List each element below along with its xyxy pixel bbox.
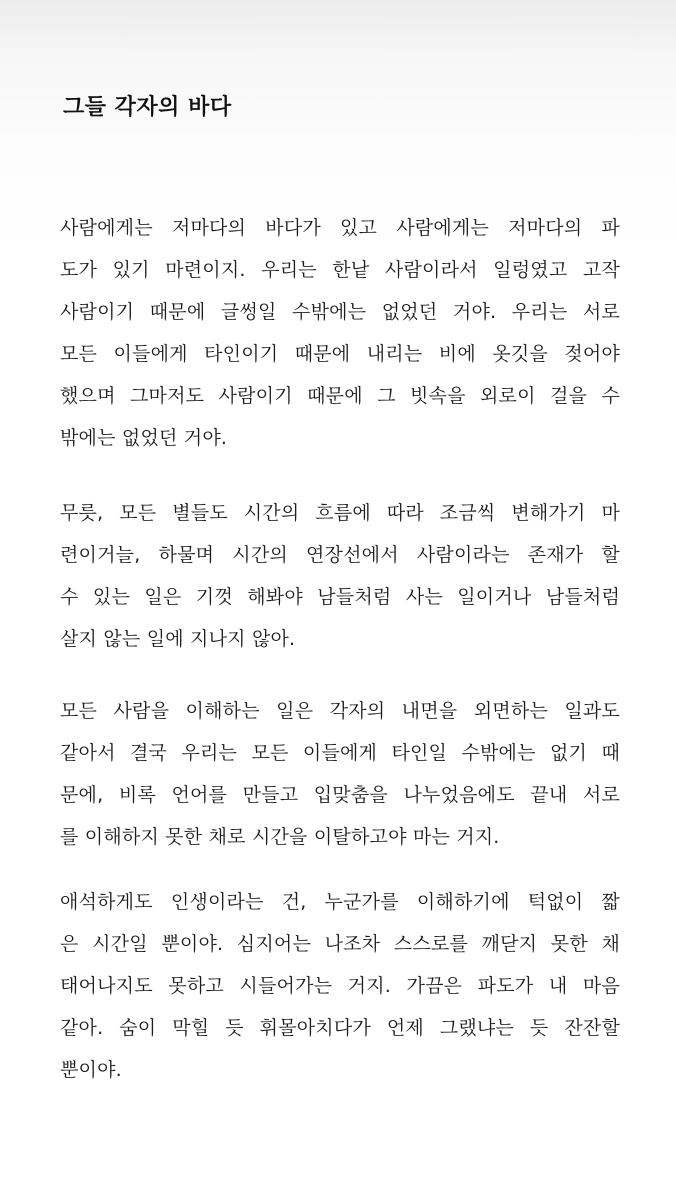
- paragraph-line: 같아서 결국 우리는 모든 이들에게 타인일 수밖에는 없기 때: [60, 742, 620, 764]
- paragraph-line: 모든 사람을 이해하는 일은 각자의 내면을 외면하는 일과도: [60, 700, 620, 722]
- paragraph-3: [60, 690, 620, 858]
- paragraph-line: 사람에게는 저마다의 바다가 있고 사람에게는 저마다의 파: [60, 217, 620, 239]
- paragraph-line: 도가 있기 마련이지. 우리는 한낱 사람이라서 일렁였고 고작: [60, 259, 620, 281]
- paragraph-2: [60, 492, 620, 660]
- paragraph-line: 련이거늘, 하물며 시간의 연장선에서 사람이라는 존재가 할: [60, 544, 620, 566]
- paragraph-line: 살지 않는 일에 지나지 않아.: [60, 628, 296, 650]
- paragraph-line: 문에, 비록 언어를 만들고 입맞춤을 나누었음에도 끝내 서로: [60, 784, 620, 806]
- paragraph-line: 애석하게도 인생이라는 건, 누군가를 이해하기에 턱없이 짧: [60, 891, 620, 913]
- paragraph-line: 무릇, 모든 별들도 시간의 흐름에 따라 조금씩 변해가기 마: [60, 502, 620, 524]
- paragraph-line: 모든 이들에게 타인이기 때문에 내리는 비에 옷깃을 젖어야: [60, 343, 620, 365]
- paragraph-line: 같아. 숨이 막힐 듯 휘몰아치다가 언제 그랬냐는 듯 잔잔할: [60, 1017, 620, 1039]
- paragraph-line: 뿐이야.: [60, 1059, 122, 1081]
- page-title: 그들 각자의 바다: [63, 95, 232, 120]
- paragraph-line: 은 시간일 뿐이야. 심지어는 나조차 스스로를 깨닫지 못한 채: [60, 933, 620, 955]
- paragraph-line: 수 있는 일은 기껏 해봐야 남들처럼 사는 일이거나 남들처럼: [60, 586, 620, 608]
- paragraph-line: 사람이기 때문에 글썽일 수밖에는 없었던 거야. 우리는 서로: [60, 301, 620, 323]
- paragraph-line: 를 이해하지 못한 채로 시간을 이탈하고야 마는 거지.: [60, 826, 500, 848]
- paragraph-1: [60, 207, 620, 459]
- paragraph-line: 태어나지도 못하고 시들어가는 거지. 가끔은 파도가 내 마음: [60, 975, 620, 997]
- paragraph-line: 밖에는 없었던 거야.: [60, 427, 228, 449]
- paragraph-line: 했으며 그마저도 사람이기 때문에 그 빗속을 외로이 걸을 수: [60, 385, 620, 407]
- paragraph-4: [60, 881, 620, 1091]
